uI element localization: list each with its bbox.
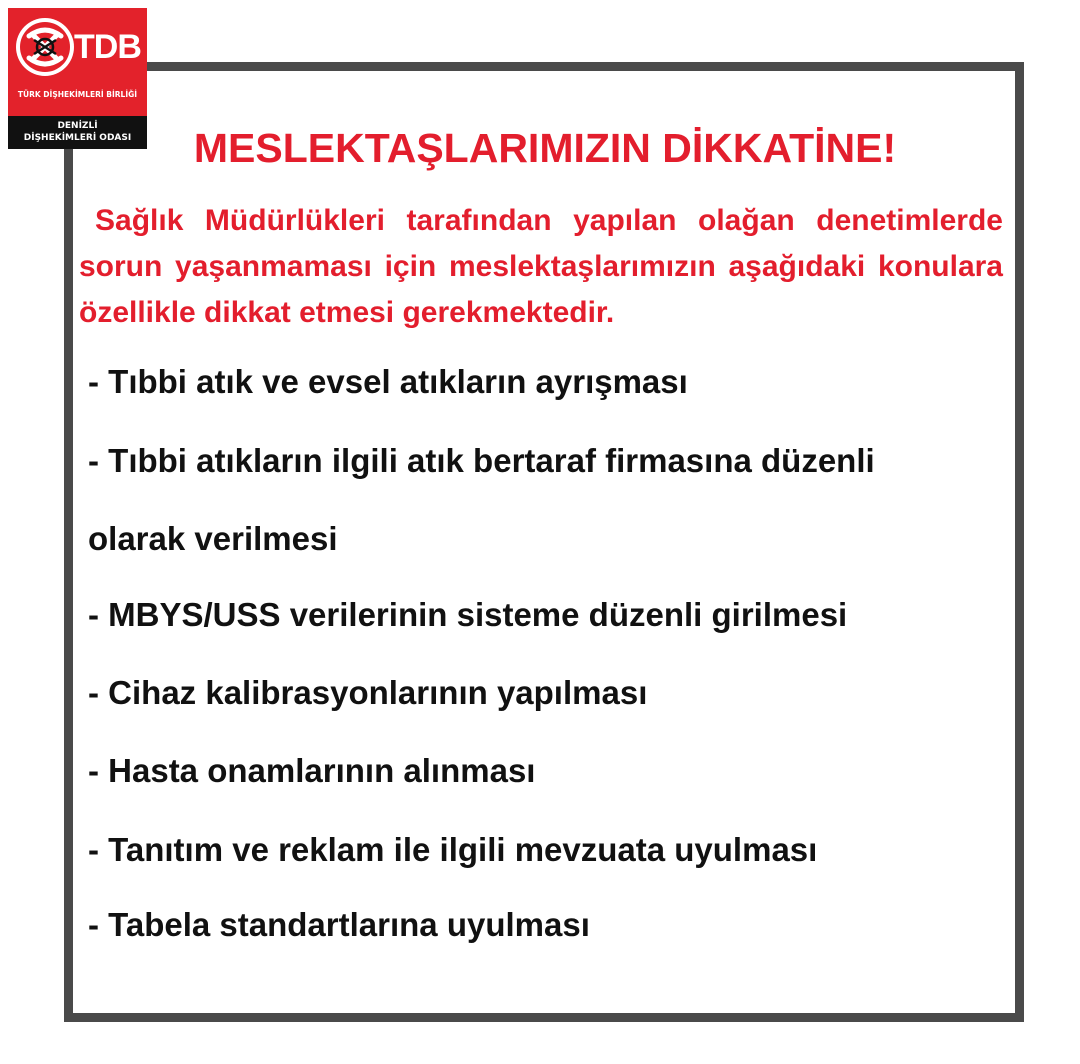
tdb-logo [8,8,147,141]
logo-chamber-name: DİŞHEKİMLERİ ODASI [23,133,132,143]
list-item: - Tıbbi atıkların ilgili atık bertaraf firmasına düzenli [88,442,875,479]
requirements-list [88,362,993,944]
logo-organization-name: TÜRK DİŞHEKİMLERİ BİRLİĞİ [17,90,138,99]
logo-chamber-city: DENİZLİ [57,121,98,131]
logo-black-panel [8,116,147,149]
list-item: - Tanıtım ve reklam ile ilgili mevzuata uyulması [88,831,818,868]
list-item: - MBYS/USS verilerinin sisteme düzenli girilmesi [88,596,848,633]
list-item: olarak verilmesi [88,520,338,557]
list-item: - Tabela standartlarına uyulması [88,906,590,943]
list-item: - Tıbbi atık ve evsel atıkların ayrışması [88,363,688,400]
list-item: - Hasta onamlarının alınması [88,752,536,789]
tdb-emblem-icon [12,14,78,80]
logo-red-panel [8,8,147,116]
notice-title: MESLEKTAŞLARIMIZIN DİKKATİNE! [193,125,897,171]
logo-abbreviation: TDB [74,28,141,66]
notice-intro: Sağlık Müdürlükleri tarafından yapılan olağan denetimlerde sorun yaşanmaması için meslektaşlarımızın aşağıdaki konulara özellikle dikkat etmesi gerekmektedir. [79,204,1003,329]
list-item: - Cihaz kalibrasyonlarının yapılması [88,674,648,711]
